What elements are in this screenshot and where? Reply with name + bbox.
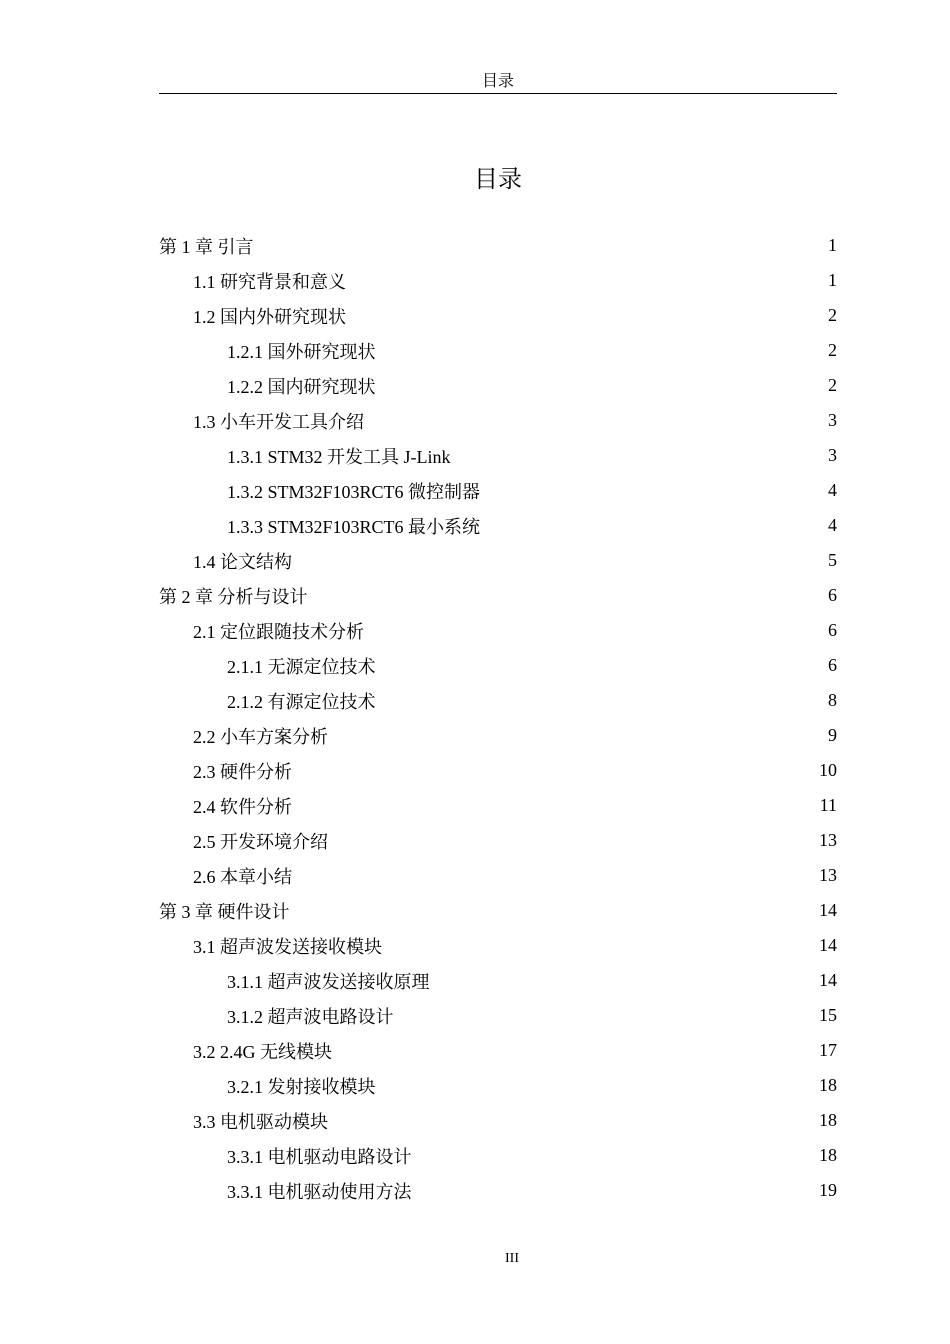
toc-entry[interactable] [159, 333, 837, 368]
toc-entry-page: 3 [828, 445, 837, 465]
toc-entry-page: 18 [819, 1110, 837, 1130]
toc-entry-page: 13 [819, 830, 837, 850]
toc-entry-page: 5 [828, 550, 837, 570]
toc-entry-title: 3.3.1 电机驱动使用方法 [227, 1181, 412, 1202]
page-number: III [505, 1251, 519, 1266]
toc-entry-page: 3 [828, 410, 837, 430]
toc-entry-title: 1.3.1 STM32 开发工具 J-Link [227, 446, 451, 467]
toc-entry[interactable] [159, 823, 837, 858]
toc-entry[interactable] [159, 788, 837, 823]
toc-entry[interactable] [159, 438, 837, 473]
toc-entry[interactable] [159, 1103, 837, 1138]
toc-entry[interactable] [159, 893, 837, 928]
toc-entry-title: 第 2 章 分析与设计 [159, 586, 308, 607]
toc-entry-title: 1.2 国内外研究现状 [193, 306, 346, 327]
toc-entry-title: 1.3.3 STM32F103RCT6 最小系统 [227, 516, 481, 537]
toc-entry[interactable] [159, 648, 837, 683]
toc-entry-page: 14 [819, 935, 837, 955]
toc-entry-title: 2.5 开发环境介绍 [193, 831, 328, 852]
toc-entry-page: 4 [828, 515, 837, 535]
toc-entry[interactable] [159, 298, 837, 333]
toc-entry-page: 17 [819, 1040, 837, 1060]
toc-entry-page: 6 [828, 585, 837, 605]
toc-entry-title: 3.3 电机驱动模块 [193, 1111, 328, 1132]
toc-entry-title: 2.1.2 有源定位技术 [227, 691, 376, 712]
toc-entry-page: 2 [828, 375, 837, 395]
toc-entry[interactable] [159, 928, 837, 963]
toc-entry-title: 3.2 2.4G 无线模块 [193, 1041, 332, 1062]
toc-entry-page: 18 [819, 1145, 837, 1165]
toc-entry[interactable] [159, 508, 837, 543]
toc-entry-page: 2 [828, 305, 837, 325]
toc-entry-page: 4 [828, 480, 837, 500]
toc-entry-page: 9 [828, 725, 837, 745]
toc-entry-page: 2 [828, 340, 837, 360]
toc-entry[interactable] [159, 1138, 837, 1173]
toc-entry-page: 18 [819, 1075, 837, 1095]
toc-entry-title: 2.1 定位跟随技术分析 [193, 621, 364, 642]
toc-entry-page: 14 [819, 970, 837, 990]
toc-entry-title: 1.4 论文结构 [193, 551, 292, 572]
toc-entry-title: 3.1.1 超声波发送接收原理 [227, 971, 430, 992]
table-of-contents [159, 228, 837, 1208]
toc-entry[interactable] [159, 1173, 837, 1208]
toc-entry-title: 2.6 本章小结 [193, 866, 292, 887]
toc-entry-page: 6 [828, 655, 837, 675]
toc-entry-title: 第 1 章 引言 [159, 236, 254, 257]
toc-entry[interactable] [159, 1033, 837, 1068]
toc-entry-title: 2.4 软件分析 [193, 796, 292, 817]
toc-entry[interactable] [159, 613, 837, 648]
toc-entry-title: 第 3 章 硬件设计 [159, 901, 290, 922]
toc-entry-page: 6 [828, 620, 837, 640]
toc-entry[interactable] [159, 718, 837, 753]
toc-entry[interactable] [159, 753, 837, 788]
toc-entry-page: 13 [819, 865, 837, 885]
toc-entry-title: 3.2.1 发射接收模块 [227, 1076, 376, 1097]
toc-entry[interactable] [159, 1068, 837, 1103]
toc-entry[interactable] [159, 368, 837, 403]
toc-entry[interactable] [159, 963, 837, 998]
toc-entry-page: 10 [819, 760, 837, 780]
toc-entry-page: 15 [819, 1005, 837, 1025]
toc-entry-title: 3.1.2 超声波电路设计 [227, 1006, 394, 1027]
toc-entry[interactable] [159, 403, 837, 438]
toc-entry-title: 2.2 小车方案分析 [193, 726, 328, 747]
toc-entry-title: 1.3 小车开发工具介绍 [193, 411, 364, 432]
toc-entry-title: 1.2.1 国外研究现状 [227, 341, 376, 362]
toc-entry[interactable] [159, 683, 837, 718]
toc-entry-title: 3.1 超声波发送接收模块 [193, 936, 382, 957]
toc-entry[interactable] [159, 263, 837, 298]
toc-entry-title: 2.3 硬件分析 [193, 761, 292, 782]
toc-entry-title: 1.3.2 STM32F103RCT6 微控制器 [227, 481, 481, 502]
toc-entry-page: 8 [828, 690, 837, 710]
toc-entry-page: 1 [828, 235, 837, 255]
toc-entry[interactable] [159, 543, 837, 578]
toc-entry-title: 3.3.1 电机驱动电路设计 [227, 1146, 412, 1167]
toc-entry[interactable] [159, 473, 837, 508]
running-header: 目录 [481, 73, 514, 90]
toc-entry[interactable] [159, 228, 837, 263]
toc-entry-page: 14 [819, 900, 837, 920]
toc-entry-title: 1.2.2 国内研究现状 [227, 376, 376, 397]
page-title: 目录 [474, 165, 522, 193]
toc-entry[interactable] [159, 578, 837, 613]
toc-entry-page: 19 [819, 1180, 837, 1200]
toc-entry[interactable] [159, 998, 837, 1033]
toc-entry-page: 11 [819, 795, 837, 815]
header-divider [159, 93, 837, 94]
toc-entry-title: 2.1.1 无源定位技术 [227, 656, 376, 677]
toc-entry-page: 1 [828, 270, 837, 290]
toc-entry[interactable] [159, 858, 837, 893]
toc-entry-title: 1.1 研究背景和意义 [193, 271, 346, 292]
